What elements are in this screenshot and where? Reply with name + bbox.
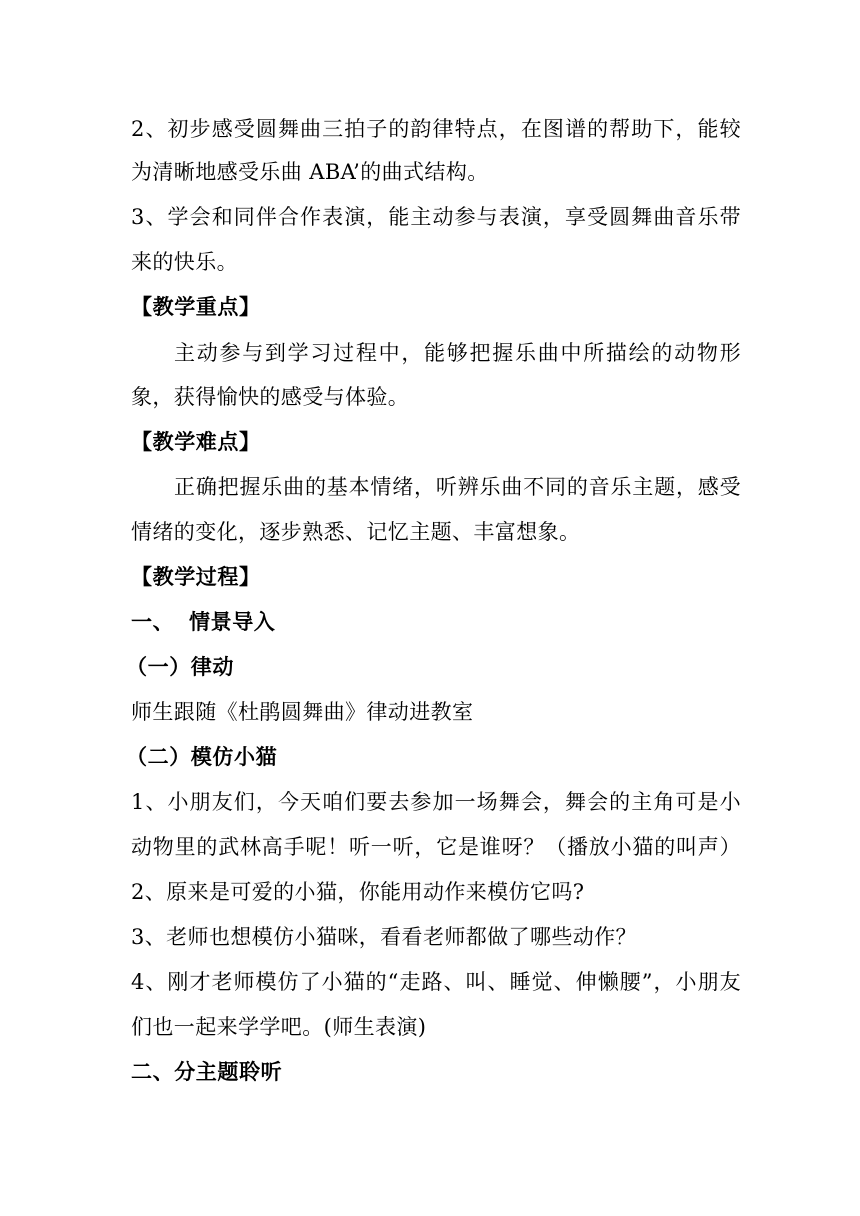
subsection-1-text: 师生跟随《杜鹃圆舞曲》律动进教室	[131, 700, 474, 724]
section-2-heading: 二、分主题聆听	[131, 1060, 283, 1084]
section-1-title: 情景导入	[189, 610, 276, 634]
process-heading: 【教学过程】	[131, 565, 261, 589]
subsection-2-item-2: 2、原来是可爱的小猫，你能用动作来模仿它吗?	[131, 880, 585, 904]
key-points-heading: 【教学重点】	[131, 295, 261, 319]
difficulties-heading: 【教学难点】	[131, 430, 261, 454]
objective-2-line-2: 为清晰地感受乐曲 ABA’的曲式结构。	[131, 160, 489, 184]
key-points-line-2: 象，获得愉快的感受与体验。	[131, 385, 410, 409]
objective-2-line-1: 2、初步感受圆舞曲三拍子的韵律特点，在图谱的帮助下，能较	[131, 117, 741, 141]
key-points-line-1: 主动参与到学习过程中，能够把握乐曲中所描绘的动物形	[174, 341, 741, 365]
section-1-number: 一、	[131, 610, 175, 634]
objective-3-line-1: 3、学会和同伴合作表演，能主动参与表演，享受圆舞曲音乐带	[131, 205, 741, 229]
difficulties-line-1: 正确把握乐曲的基本情绪，听辨乐曲不同的音乐主题，感受	[174, 475, 741, 499]
subsection-2-item-4-line-2: 们也一起来学学吧。(师生表演)	[131, 1015, 427, 1039]
subsection-2-item-3: 3、老师也想模仿小猫咪，看看老师都做了哪些动作？	[131, 925, 637, 949]
subsection-2-item-4-line-1: 4、刚才老师模仿了小猫的“走路、叫、睡觉、伸懒腰”，小朋友	[131, 970, 741, 994]
subsection-2-item-1-line-2: 动物里的武林高手呢！听一听，它是谁呀？（播放小猫的叫声）	[131, 835, 741, 859]
difficulties-line-2: 情绪的变化，逐步熟悉、记忆主题、丰富想象。	[131, 520, 581, 544]
subsection-2-item-1-line-1: 1、小朋友们，今天咱们要去参加一场舞会，舞会的主角可是小	[131, 790, 741, 814]
subsection-2-heading: （二）模仿小猫	[126, 745, 278, 769]
subsection-1-heading: （一）律动	[126, 655, 234, 679]
objective-3-line-2: 来的快乐。	[131, 250, 238, 274]
